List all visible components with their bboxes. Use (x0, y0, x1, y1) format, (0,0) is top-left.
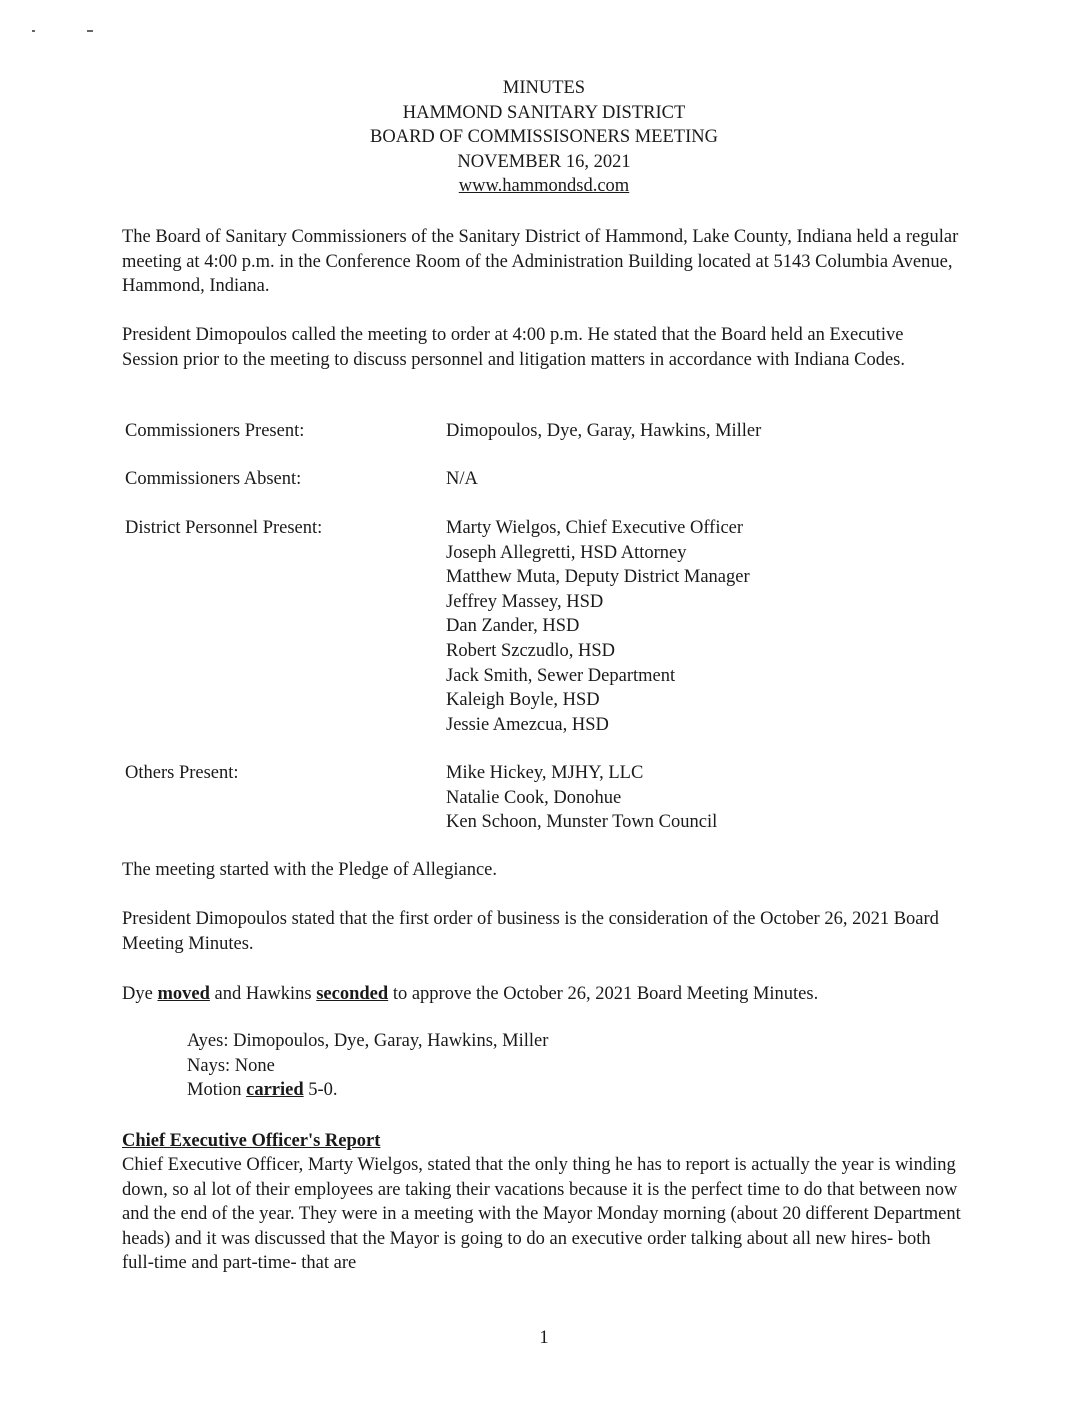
others-present-list (446, 761, 966, 835)
vote-ayes: Ayes: Dimopoulos, Dye, Garay, Hawkins, Miller (187, 1031, 549, 1051)
district-personnel-list (446, 516, 966, 737)
ceo-report-paragraph: Chief Executive Officer, Marty Wielgos, stated that the only thing he has to report is actually the year is winding down, so al lot of their employees are taking their vacations because it is the perfect time to do that between now and the end of the year. They were in a meeting with the Mayor Monday morning (about 20 different Department heads) and it was discussed that the Mayor is going to do an executive order talking about all new hires- both full-time and part-time- that are (122, 1155, 961, 1274)
intro-paragraph: The Board of Sanitary Commissioners of the Sanitary District of Hammond, Lake County, Indiana held a regular meeting at 4:00 p.m. in the Conference Room of the Administration Building located at 5143 Columbia Avenue, Hammond, Indiana. (122, 227, 959, 297)
district-personnel-label: District Personnel Present: (125, 518, 323, 538)
motion-moved: moved (157, 984, 210, 1004)
vote-carried: carried (246, 1080, 304, 1101)
vote-motion-prefix: Motion (187, 1080, 242, 1101)
list-item: Ken Schoon, Munster Town Council (446, 812, 718, 833)
first-order-paragraph: President Dimopoulos stated that the first order of business is the consideration of the October 26, 2021 Board Meeting Minutes. (122, 909, 939, 954)
list-item: Matthew Muta, Deputy District Manager (446, 567, 750, 588)
ceo-report-heading: Chief Executive Officer's Report (122, 1131, 381, 1151)
list-item: Mike Hickey, MJHY, LLC (446, 763, 644, 783)
scan-mark (32, 30, 35, 32)
document-header (0, 76, 1088, 199)
scan-mark (87, 30, 93, 32)
list-item: Jessie Amezcua, HSD (446, 714, 609, 735)
commissioners-absent-value: N/A (446, 469, 478, 489)
commissioners-present-label: Commissioners Present: (125, 421, 305, 441)
page-number: 1 (539, 1328, 549, 1348)
header-meeting: BOARD OF COMMISSISONERS MEETING (370, 127, 718, 147)
header-organization: HAMMOND SANITARY DISTRICT (402, 102, 686, 123)
list-item: Robert Szczudlo, HSD (446, 640, 616, 661)
list-item: Natalie Cook, Donohue (446, 787, 622, 808)
motion-seconded: seconded (316, 984, 389, 1004)
others-present-label: Others Present: (125, 763, 239, 783)
commissioners-present-value: Dimopoulos, Dye, Garay, Hawkins, Miller (446, 421, 762, 441)
motion-mover: Dye (122, 984, 153, 1004)
list-item: Joseph Allegretti, HSD Attorney (446, 542, 687, 563)
list-item: Jack Smith, Sewer Department (446, 665, 676, 686)
motion-paragraph (122, 982, 962, 1007)
header-date: NOVEMBER 16, 2021 (457, 151, 631, 172)
commissioners-absent-label: Commissioners Absent: (125, 469, 302, 489)
header-url: www.hammondsd.com (458, 176, 630, 196)
list-item: Marty Wielgos, Chief Executive Officer (446, 518, 744, 538)
list-item: Dan Zander, HSD (446, 616, 580, 637)
motion-and: and Hawkins (214, 984, 312, 1004)
call-to-order-paragraph: President Dimopoulos called the meeting to order at 4:00 p.m. He stated that the Board held an Executive Session prior to the meeting to discuss personnel and litigation matters in accordance with Indiana Codes. (122, 325, 905, 370)
header-title: MINUTES (502, 78, 586, 98)
vote-nays: Nays: None (187, 1055, 275, 1076)
vote-count: 5-0. (308, 1080, 338, 1101)
list-item: Kaleigh Boyle, HSD (446, 690, 600, 711)
motion-rest: to approve the October 26, 2021 Board Meeting Minutes. (392, 984, 819, 1004)
vote-block (187, 1029, 887, 1103)
pledge-paragraph: The meeting started with the Pledge of Allegiance. (122, 860, 498, 880)
list-item: Jeffrey Massey, HSD (446, 591, 604, 612)
vote-result (187, 1078, 887, 1103)
